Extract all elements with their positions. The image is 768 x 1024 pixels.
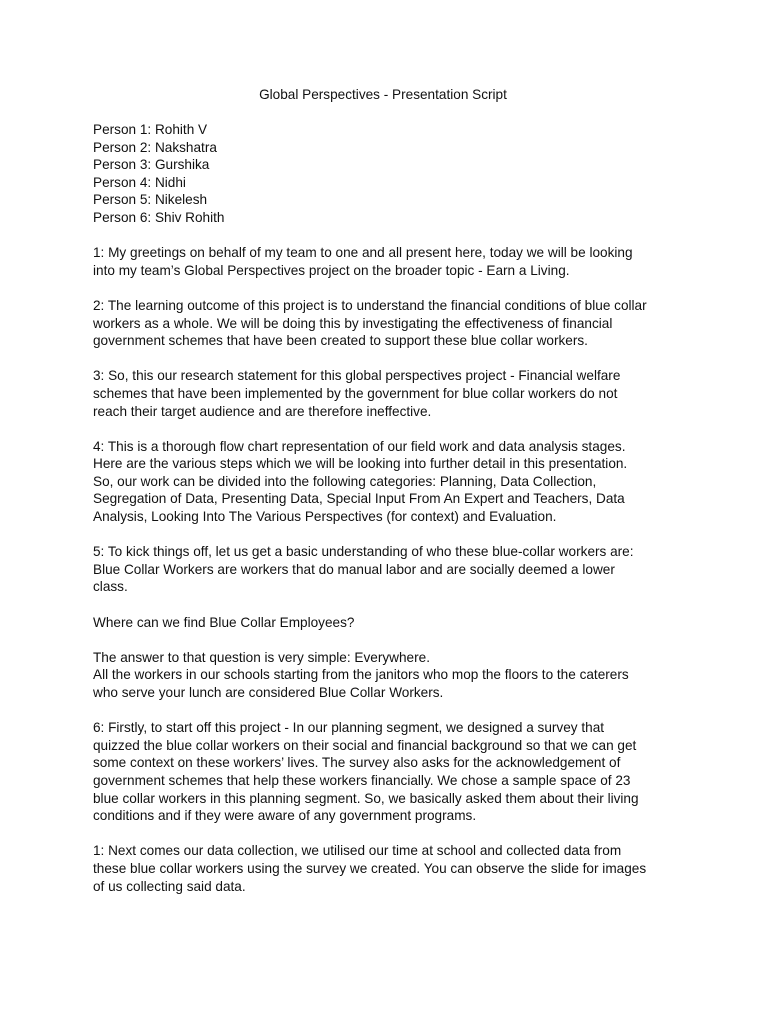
text-line: Here are the various steps which we will be looking into further detail in this presentation. (93, 456, 628, 472)
text-line: some context on these workers’ lives. The survey also asks for the acknowledgement of (93, 755, 621, 771)
participant-4: Person 4: Nidhi (93, 174, 186, 190)
paragraph-blue-collar-definition (93, 543, 679, 596)
text-line: 4: This is a thorough flow chart representation of our field work and data analysis stages. (93, 438, 626, 454)
text-line: 2: The learning outcome of this project is to understand the financial conditions of blue collar (93, 297, 647, 313)
text-line: Analysis, Looking Into The Various Perspectives (for context) and Evaluation. (93, 509, 557, 525)
participant-3: Person 3: Gurshika (93, 157, 210, 173)
text-line: these blue collar workers using the survey we created. You can observe the slide for images (93, 860, 647, 876)
text-line: who serve your lunch are considered Blue Collar Workers. (93, 685, 444, 700)
participant-list (93, 121, 679, 227)
text-line: Segregation of Data, Presenting Data, Special Input From An Expert and Teachers, Data (93, 491, 625, 507)
paragraph-data-collection (93, 842, 679, 895)
text-line: reach their target audience and are therefore ineffective. (93, 403, 432, 419)
paragraph-research-statement (93, 367, 679, 420)
text-line: 1: My greetings on behalf of my team to one and all present here, today we will be looking (93, 245, 633, 261)
text-line: government schemes that help these workers financially. We chose a sample space of 23 (93, 772, 631, 788)
text-line: class. (93, 579, 128, 595)
text-line: 1: Next comes our data collection, we utilised our time at school and collected data from (93, 843, 622, 859)
text-line: into my team’s Global Perspectives project on the broader topic - Earn a Living. (93, 262, 570, 278)
participant-1: Person 1: Rohith V (93, 122, 208, 137)
document-title: Global Perspectives - Presentation Script (259, 87, 507, 102)
participant-2: Person 2: Nakshatra (93, 139, 217, 155)
text-line: government schemes that have been created to support these blue collar workers. (93, 333, 588, 349)
paragraph-planning (93, 719, 679, 825)
text-line: 5: To kick things off, let us get a basic understanding of who these blue-collar workers are: (93, 544, 634, 560)
paragraph-question (93, 614, 679, 632)
paragraph-learning-outcome (93, 297, 679, 350)
document-body (93, 121, 679, 913)
participant-6: Person 6: Shiv Rohith (93, 209, 225, 225)
participant-5: Person 5: Nikelesh (93, 192, 208, 208)
paragraph-flow-chart (93, 438, 679, 526)
text-line: The answer to that question is very simple: Everywhere. (93, 649, 430, 665)
text-line: workers as a whole. We will be doing this by investigating the effectiveness of financial (93, 315, 613, 331)
text-line: schemes that have been implemented by the government for blue collar workers do not (93, 385, 618, 401)
text-line: So, our work can be divided into the following categories: Planning, Data Collection, (93, 473, 597, 489)
paragraph-greeting (93, 244, 679, 279)
text-line: All the workers in our schools starting from the janitors who mop the floors to the caterers (93, 667, 629, 683)
text-line: 6: Firstly, to start off this project - In our planning segment, we designed a survey that (93, 720, 605, 736)
paragraph-answer (93, 649, 679, 702)
text-line: 3: So, this our research statement for this global perspectives project - Financial welfare (93, 368, 621, 384)
text-line: Where can we find Blue Collar Employees? (93, 614, 355, 630)
text-line: blue collar workers in this planning segment. So, we basically asked them about their living (93, 790, 639, 806)
text-line: conditions and if they were aware of any government programs. (93, 808, 477, 824)
text-line: quizzed the blue collar workers on their social and financial background so that we can get (93, 737, 637, 753)
text-line: Blue Collar Workers are workers that do manual labor and are socially deemed a lower (93, 561, 615, 577)
text-line: of us collecting said data. (93, 878, 246, 894)
